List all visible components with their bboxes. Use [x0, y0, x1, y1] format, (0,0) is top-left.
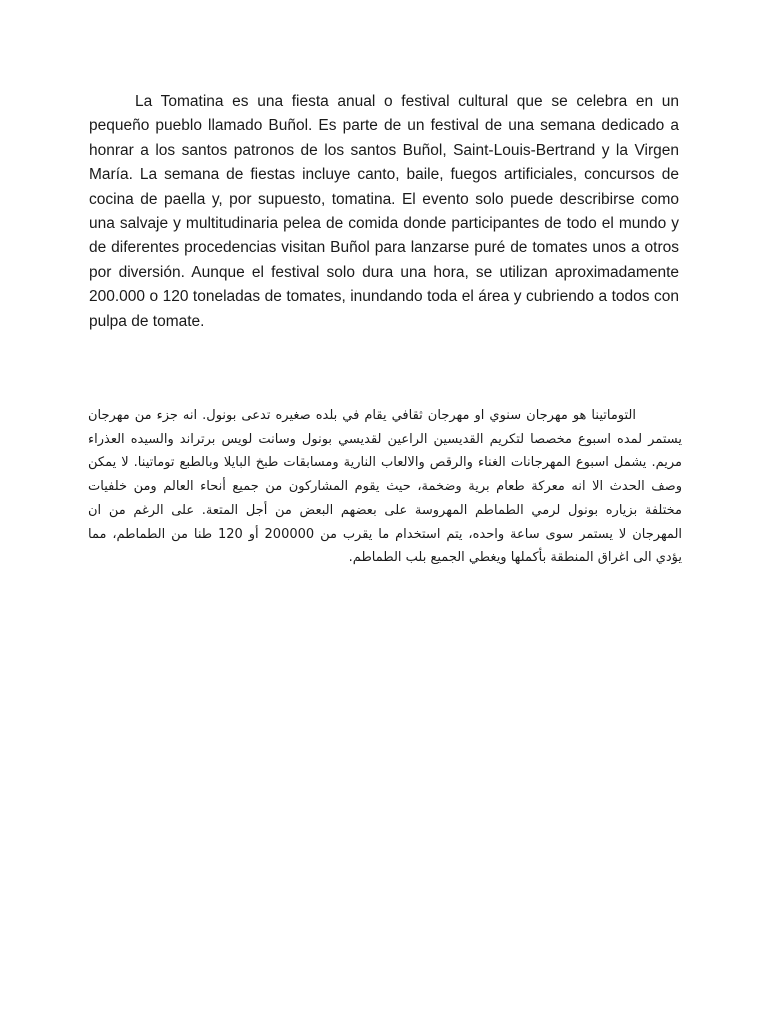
arabic-paragraph: التوماتينا هو مهرجان سنوي او مهرجان ثقافي يقام في بلده صغيره تدعى بونول. انه جزء من مهرجان يستمر لمده اسبوع مخصصا لتكريم القديسين الراعين لقديسي بونول وسانت لويس برتراند والسيده العذراء مريم. يشمل اسبوع المهرجانات الغناء والرقص والالعاب النارية ومسابقات طبخ البايلا وبالطبع توماتينا. لا يمكن وصف الحدث الا انه معركة طعام برية وضخمة، حيث يقوم المشاركون من جميع أنحاء العالم ومن خلفيات مختلفة بزياره بونول لرمي الطماطم المهروسة على بعضهم البعض من أجل المتعة. على الرغم من ان المهرجان لا يستمر سوى ساعة واحده، يتم استخدام ما يقرب من 200000 أو 120 طنا من الطماطم، مما يؤدي الى اغراق المنطقة بأكملها ويغطي الجميع بلب الطماطم.: [88, 408, 683, 566]
spanish-paragraph: La Tomatina es una fiesta anual o festival cultural que se celebra en un pequeño pueblo llamado Buñol. Es parte de un festival de una semana dedicado a honrar a los santos patronos de los santos Buñol, Saint-Louis-Bertrand y la Virgen María. La semana de fiestas incluye canto, baile, fuegos artificiales, concursos de cocina de paella y, por supuesto, tomatina. El evento solo puede describirse como una salvaje y multitudinaria pelea de comida donde participantes de todo el mundo y de diferentes procedencias visitan Buñol para lanzarse puré de tomates unos a otros por diversión. Aunque el festival solo dura una hora, se utilizan aproximadamente 200.000 o 120 toneladas de tomates, inundando toda el área y cubriendo a todos con pulpa de tomate.: [89, 93, 679, 330]
